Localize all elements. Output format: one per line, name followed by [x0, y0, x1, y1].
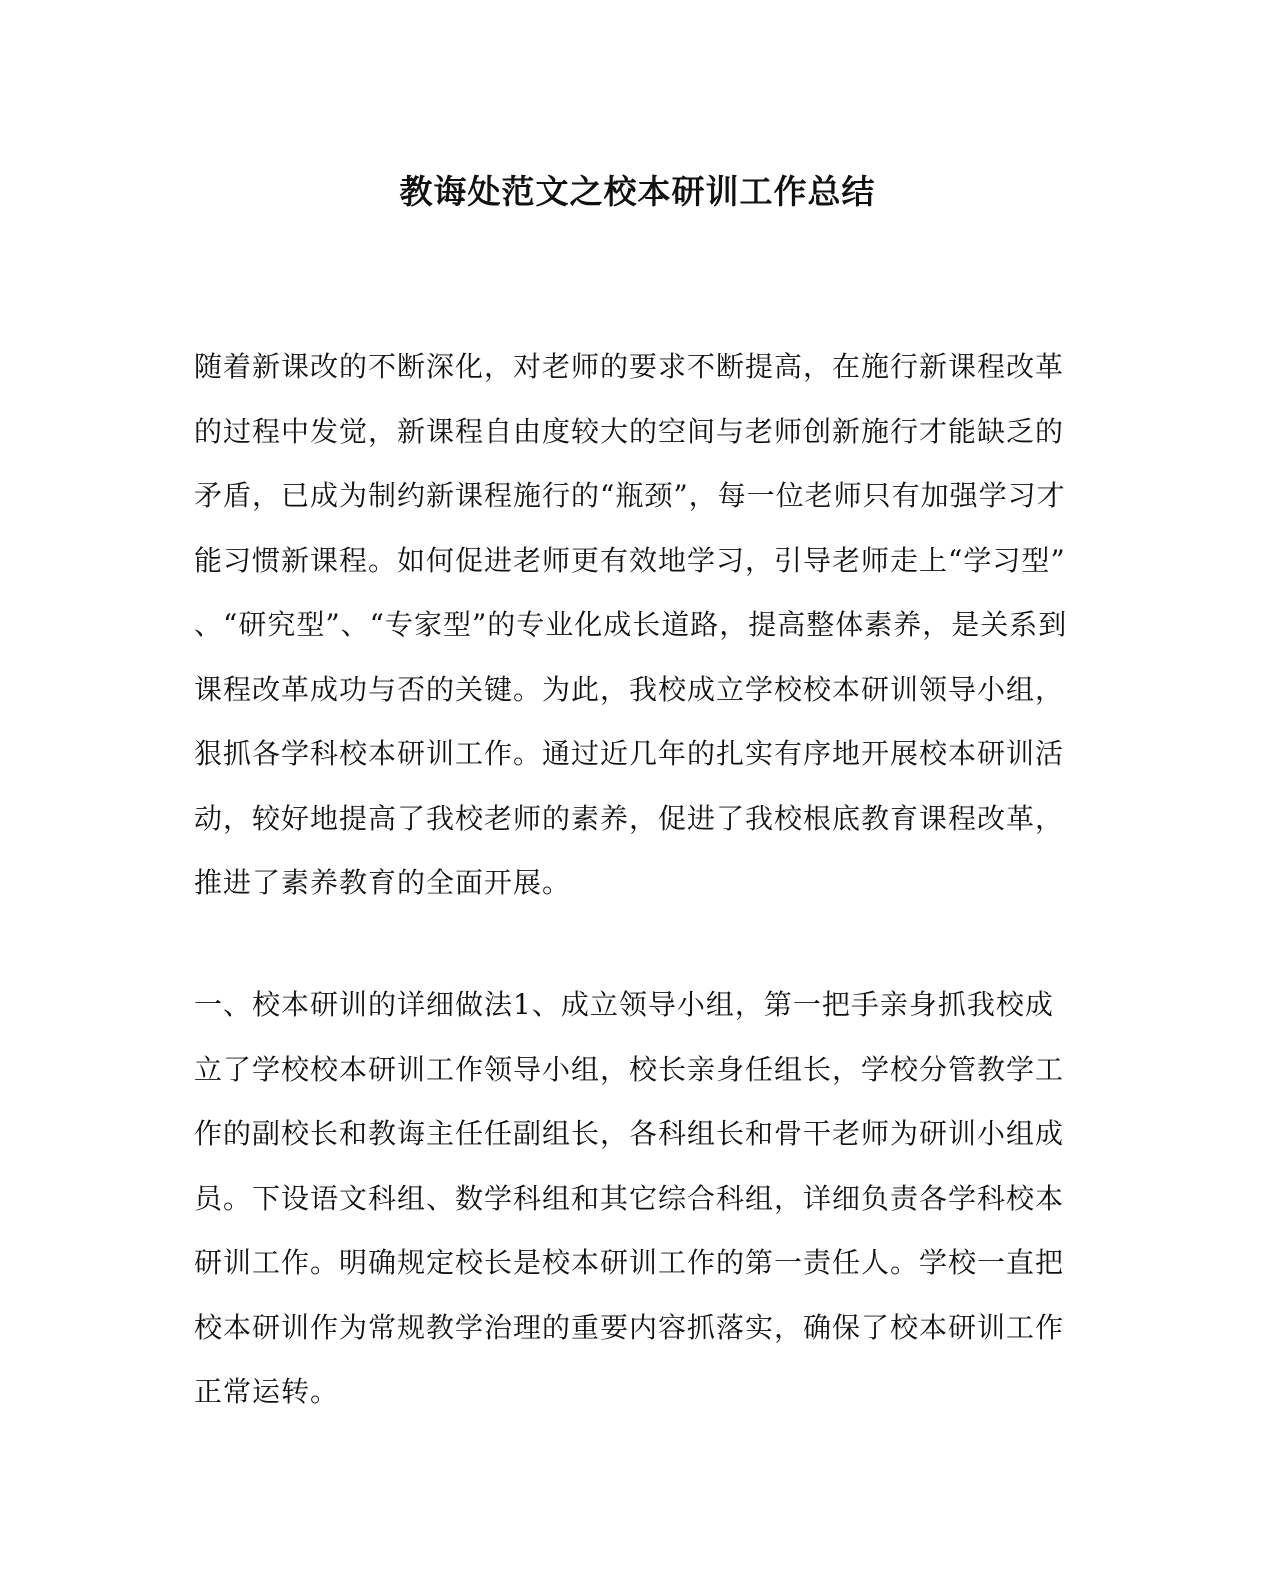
paragraph-section-1	[194, 973, 1065, 1425]
paragraph-intro	[194, 335, 1068, 916]
text-line: 正常运转。	[194, 1375, 340, 1408]
text-line: 一、校本研训的详细做法1、成立领导小组，第一把手亲身抓我校成	[194, 988, 1054, 1021]
document-title: 教诲处范文之校本研训工作总结	[399, 172, 876, 211]
text-line: 员。下设语文科组、数学科组和其它综合科组，详细负责各学科校本	[194, 1181, 1065, 1215]
text-line: 能习惯新课程。如何促进老师更有效地学习，引导老师走上“学习型”	[194, 543, 1066, 577]
text-line: 动，较好地提高了我校老师的素养，促进了我校根底教育课程改革，	[194, 801, 1065, 835]
text-line: 立了学校校本研训工作领导小组，校长亲身任组长，学校分管教学工	[194, 1052, 1065, 1086]
text-line: 校本研训作为常规教学治理的重要内容抓落实，确保了校本研训工作	[194, 1310, 1065, 1344]
text-line: 狠抓各学科校本研训工作。通过近几年的扎实有序地开展校本研训活	[194, 737, 1065, 770]
text-line: 推进了素养教育的全面开展。	[194, 866, 572, 899]
text-line: 课程改革成功与否的关键。为此，我校成立学校校本研训领导小组，	[194, 672, 1065, 706]
text-line: 作的副校长和教诲主任任副组长，各科组长和骨干老师为研训小组成	[194, 1117, 1065, 1150]
text-line: 的过程中发觉，新课程自由度较大的空间与老师创新施行才能缺乏的	[194, 414, 1065, 448]
text-line: 、“研究型”、“专家型”的专业化成长道路，提高整体素养，是关系到	[194, 608, 1068, 641]
text-line: 矛盾，已成为制约新课程施行的“瓶颈”，每一位老师只有加强学习才	[194, 479, 1066, 512]
text-line: 随着新课改的不断深化，对老师的要求不断提高，在施行新课程改革	[194, 350, 1065, 383]
text-line: 研训工作。明确规定校长是校本研训工作的第一责任人。学校一直把	[194, 1246, 1065, 1279]
